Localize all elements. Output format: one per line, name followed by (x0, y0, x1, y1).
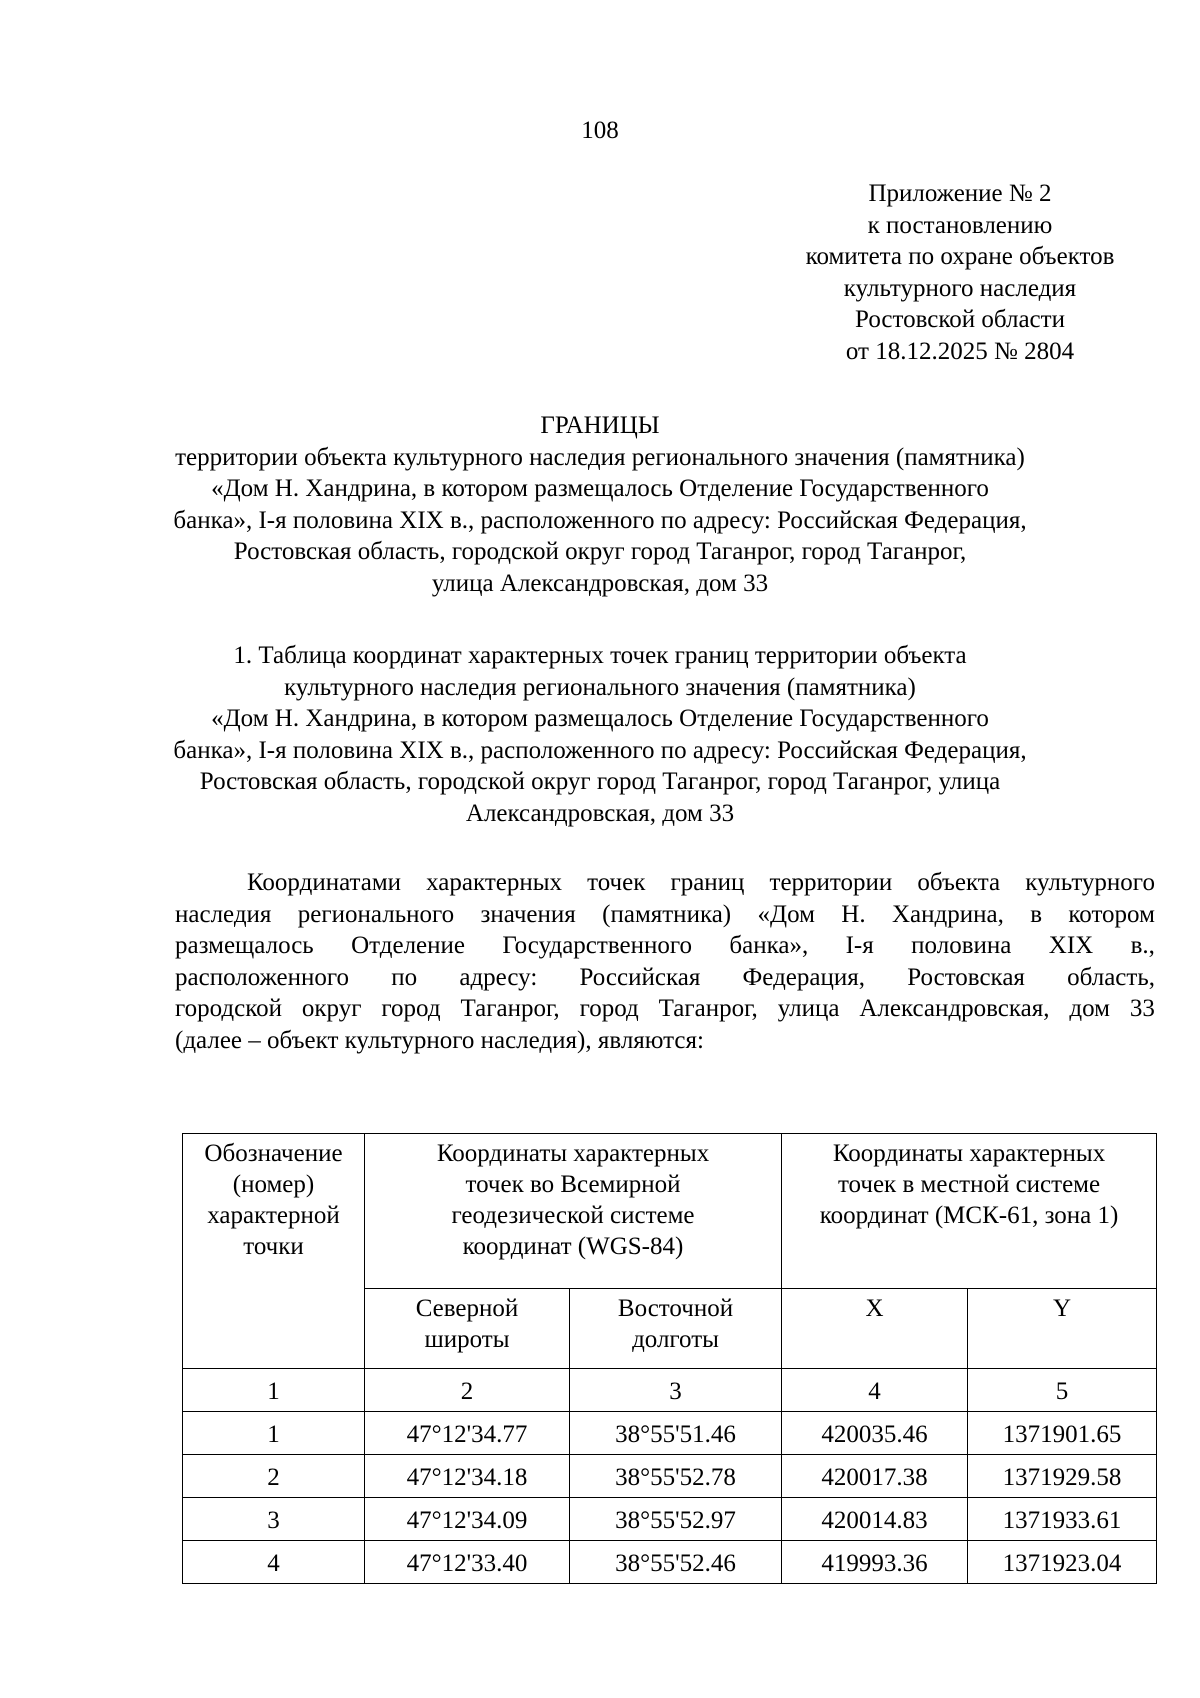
paragraph-word: округ (301, 995, 362, 1022)
header-text: Северной (415, 1295, 519, 1322)
paragraph-word: адресу: (459, 963, 538, 991)
paragraph-word: банка», (729, 932, 809, 959)
paragraph-word: Российская (579, 963, 701, 991)
paragraph-word: Александровская, (859, 995, 1050, 1022)
caption-line: культурного наследия регионального значения (памятника) (284, 673, 916, 701)
header-text: широты (424, 1326, 510, 1353)
paragraph-word: территории (769, 869, 893, 896)
document-title (150, 410, 1050, 599)
paragraph-word: Н. (841, 900, 866, 928)
paragraph-word: Федерация, (742, 963, 865, 991)
paragraph-word: «Дом (757, 900, 815, 928)
paragraph-word: Ростовская (907, 963, 1025, 991)
cell-y: 1371933.61 (968, 1498, 1157, 1541)
paragraph-word: город (381, 995, 441, 1022)
paragraph-word: (памятника) (602, 900, 732, 928)
caption-line: Александровская, дом 33 (465, 799, 735, 827)
header-text: характерной (207, 1202, 340, 1229)
column-number: 1 (183, 1369, 365, 1412)
cell-north: 47°12'34.09 (365, 1498, 570, 1541)
paragraph-word: точек (587, 869, 646, 896)
appendix-line: Ростовской области (855, 306, 1065, 333)
paragraph-line (175, 930, 1155, 962)
cell-point: 1 (183, 1412, 365, 1455)
caption-line: Ростовская область, городской округ город Таганрог, город Таганрог, улица (199, 768, 1001, 795)
paragraph-word: городской (175, 995, 282, 1022)
header-text: точек в местной системе (837, 1171, 1101, 1198)
header-text: координат (WGS-84) (462, 1233, 684, 1260)
title-line: улица Александровская, дом 33 (431, 569, 769, 597)
appendix-line: от 18.12.2025 № 2804 (845, 337, 1075, 365)
cell-point: 3 (183, 1498, 365, 1541)
body-paragraph (175, 867, 1155, 1056)
paragraph-word: дом (1069, 995, 1110, 1022)
paragraph-word: по (391, 963, 418, 991)
paragraph-word: культурного (1025, 869, 1155, 896)
cell-east: 38°55'51.46 (570, 1412, 782, 1455)
header-text: Восточной (617, 1295, 734, 1322)
cell-point: 2 (183, 1455, 365, 1498)
table-row (183, 1541, 1157, 1584)
column-number: 3 (570, 1369, 782, 1412)
column-number-row (183, 1369, 1157, 1412)
table-row (183, 1412, 1157, 1455)
paragraph-word: значения (480, 900, 576, 928)
title-line: банка», I-я половина XIX в., расположенного по адресу: Российская Федерация, (173, 506, 1027, 534)
paragraph-word: котором (1068, 900, 1155, 928)
paragraph-word: характерных (426, 869, 563, 896)
appendix-line: к постановлению (867, 211, 1053, 239)
paragraph-word: 33 (1129, 995, 1155, 1022)
header-text: точек во Всемирной (465, 1171, 681, 1198)
appendix-line: культурного наследия (843, 274, 1077, 302)
paragraph-word: Таганрог, (658, 995, 758, 1022)
paragraph-word: улица (777, 995, 840, 1022)
paragraph-line (175, 993, 1155, 1025)
page-number: 108 (581, 117, 619, 144)
header-x: X (782, 1289, 968, 1369)
header-text: (номер) (232, 1171, 315, 1198)
cell-x: 420017.38 (782, 1455, 968, 1498)
paragraph-line (175, 962, 1155, 994)
cell-point: 4 (183, 1541, 365, 1584)
title-line: Ростовская область, городской округ город Таганрог, город Таганрог, (233, 538, 967, 565)
coordinates-table (182, 1133, 1157, 1584)
cell-north: 47°12'33.40 (365, 1541, 570, 1584)
header-east-longitude (570, 1289, 782, 1369)
title-heading: ГРАНИЦЫ (540, 412, 660, 439)
header-designation (183, 1134, 365, 1369)
paragraph-word: в (1030, 900, 1043, 928)
cell-y: 1371929.58 (968, 1455, 1157, 1498)
paragraph-word: границ (670, 869, 745, 896)
caption-line: банка», I-я половина XIX в., расположенного по адресу: Российская Федерация, (173, 736, 1027, 764)
paragraph-word: город (579, 995, 639, 1022)
column-number: 5 (968, 1369, 1157, 1412)
cell-y: 1371901.65 (968, 1412, 1157, 1455)
paragraph-word: область, (1067, 963, 1155, 991)
appendix-line: комитета по охране объектов (805, 243, 1115, 270)
paragraph-word: в., (1130, 932, 1155, 959)
cell-east: 38°55'52.78 (570, 1455, 782, 1498)
cell-north: 47°12'34.77 (365, 1412, 570, 1455)
cell-x: 420014.83 (782, 1498, 968, 1541)
header-north-latitude (365, 1289, 570, 1369)
header-text: долготы (632, 1326, 719, 1353)
paragraph-word: объекта (917, 869, 1001, 896)
cell-x: 420035.46 (782, 1412, 968, 1455)
paragraph-word: I-я (845, 932, 874, 959)
caption-line: «Дом Н. Хандрина, в котором размещалось Отделение Государственного (211, 705, 989, 732)
cell-north: 47°12'34.18 (365, 1455, 570, 1498)
column-number: 2 (365, 1369, 570, 1412)
cell-x: 419993.36 (782, 1541, 968, 1584)
header-text: точки (243, 1233, 304, 1260)
paragraph-word: Таганрог, (460, 995, 560, 1022)
cell-east: 38°55'52.46 (570, 1541, 782, 1584)
paragraph-word: половина (911, 932, 1012, 959)
paragraph-word: размещалось (175, 932, 314, 959)
paragraph-word: регионального (297, 900, 455, 928)
caption-line: 1. Таблица координат характерных точек границ территории объекта (233, 642, 967, 669)
appendix-line: Приложение № 2 (868, 180, 1052, 207)
appendix-block (770, 178, 1150, 367)
paragraph-word: расположенного (175, 963, 350, 991)
paragraph-word: Отделение (351, 932, 466, 959)
header-text: Координаты характерных (832, 1140, 1106, 1167)
header-text: координат (МСК-61, зона 1) (819, 1202, 1119, 1229)
paragraph-line (175, 867, 1155, 899)
title-line: «Дом Н. Хандрина, в котором размещалось Отделение Государственного (211, 475, 989, 502)
paragraph-word: наследия (175, 900, 272, 928)
paragraph-word: (далее – объект культурного наследия), являются: (175, 1026, 704, 1054)
header-y: Y (968, 1289, 1157, 1369)
table-row (183, 1455, 1157, 1498)
cell-east: 38°55'52.97 (570, 1498, 782, 1541)
header-text: геодезической системе (451, 1202, 695, 1229)
paragraph-word: Государственного (502, 932, 692, 959)
cell-y: 1371923.04 (968, 1541, 1157, 1584)
title-line: территории объекта культурного наследия регионального значения (памятника) (175, 443, 1025, 471)
column-number: 4 (782, 1369, 968, 1412)
header-text: Обозначение (204, 1140, 343, 1167)
paragraph-word: XIX (1048, 932, 1094, 959)
paragraph-word: Хандрина, (891, 900, 1004, 928)
paragraph-line (175, 1025, 1155, 1057)
table-header-row (183, 1134, 1157, 1289)
paragraph-word: Координатами (247, 869, 402, 896)
paragraph-line (175, 899, 1155, 931)
table-caption (150, 640, 1050, 829)
header-text: Координаты характерных (436, 1140, 710, 1167)
header-msk61 (782, 1134, 1157, 1289)
table-row (183, 1498, 1157, 1541)
header-wgs84 (365, 1134, 782, 1289)
